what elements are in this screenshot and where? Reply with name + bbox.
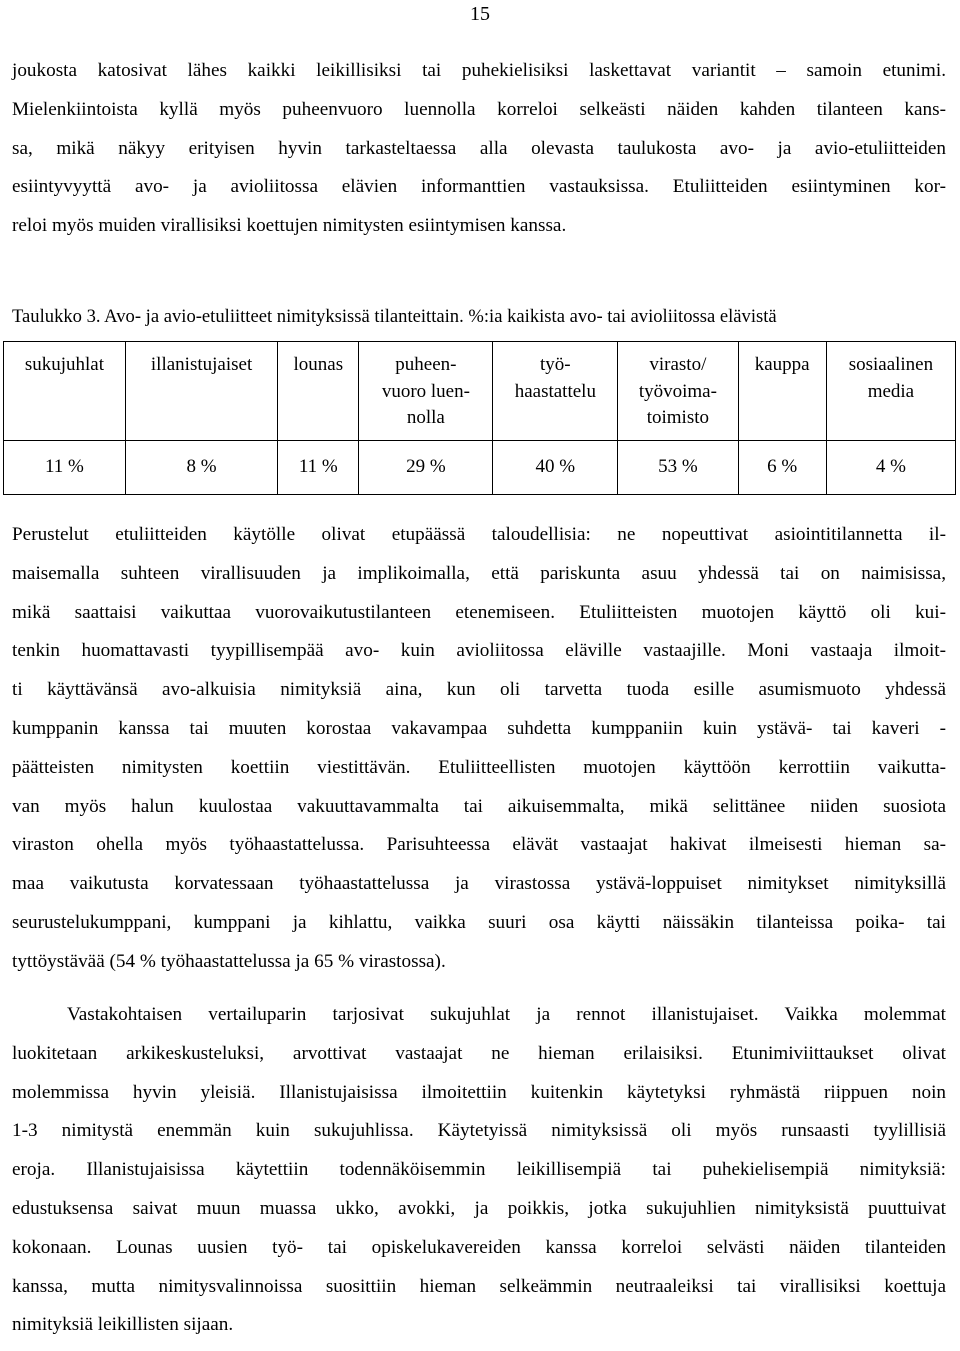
text-line: Mielenkiintoista kyllä myös puheenvuoro luennolla korreloi selkeästi näiden kahden tilanteen kans-	[12, 98, 946, 120]
header-line: lounas	[293, 354, 344, 375]
text-line: viraston ohella myös työhaastattelussa. Parisuhteessa elävät vastaajat hakivat ilmeisesti hieman sa-	[12, 834, 946, 856]
table-header-row	[4, 342, 956, 441]
header-line: sosiaalinen	[848, 354, 934, 375]
text-line: tyttöystävää (54 % työhaastattelussa ja 65 % virastossa).	[12, 950, 446, 972]
paragraph-2	[12, 516, 946, 982]
table-cell: 53 %	[618, 441, 738, 495]
table-cell: 6 %	[738, 441, 826, 495]
table-cell: 40 %	[493, 441, 618, 495]
table-cell: 11 %	[278, 441, 359, 495]
column-header	[278, 342, 359, 441]
text-line: nimityksiä leikillisten sijaan.	[12, 1314, 234, 1336]
text-line: eroja. Illanistujaisissa käytettiin todennäköisemmin leikillisempiä tai puhekielisempiä nimityksiä:	[12, 1159, 946, 1181]
header-line: virasto/	[649, 354, 707, 375]
text-line: sa, mikä näkyy erityisen hyvin tarkasteltaessa alla olevasta taulukosta avo- ja avio-etuliitteiden	[12, 137, 946, 159]
column-header	[493, 342, 618, 441]
paragraph-3	[12, 996, 946, 1345]
header-line: media	[867, 380, 915, 402]
text-line: 1-3 nimitystä enemmän kuin sukujuhlissa. Käytetyissä nimityksissä oli myös runsaasti tyylillisiä	[12, 1120, 946, 1142]
header-line: haastattelu	[514, 380, 596, 402]
table-value-row	[4, 441, 956, 495]
text-line: esiintyvyyttä avo- ja avioliitossa elävien informanttien vastauksissa. Etuliitteiden esiintyminen kor-	[12, 176, 946, 198]
column-header	[4, 342, 126, 441]
text-line: tenkin huomattavasti tyypillisempää avo- kuin avioliitossa eläville vastaajille. Moni vastaaja ilmoit-	[12, 640, 946, 662]
header-line: puheen-	[395, 354, 457, 375]
data-table	[3, 341, 956, 495]
header-line: illanistujaiset	[150, 354, 253, 375]
text-line: päätteisten nimitysten koettiin viestittävän. Etuliitteellisten muotojen käyttöön kerrottiin vaikutta-	[12, 756, 946, 778]
text-line: edustuksensa saivat muun muassa ukko, avokki, ja poikkis, jotka sukujuhlien nimityksistä puuttuivat	[12, 1197, 946, 1219]
text-line: Perustelut etuliitteiden käytölle olivat etupäässä taloudellisia: ne nopeuttivat asiointitilannetta il-	[12, 524, 946, 545]
paragraph-1	[12, 52, 946, 246]
text-line: kumppanin kanssa tai muuten korostaa vakavampaa suhdetta kumppaniin kuin ystävä- tai kaveri -	[12, 717, 946, 739]
page-number: 15	[470, 3, 490, 25]
text-line: kokonaan. Lounas uusien työ- tai opiskelukavereiden kanssa korreloi selvästi näiden tilanteiden	[12, 1236, 946, 1258]
table-caption: Taulukko 3. Avo- ja avio-etuliitteet nimityksissä tilanteittain. %:ia kaikista avo- tai avioliitossa elävistä	[12, 306, 777, 327]
table-cell: 29 %	[359, 441, 493, 495]
table-cell: 8 %	[125, 441, 277, 495]
header-line: työvoima-	[638, 380, 717, 402]
header-line: nolla	[406, 407, 445, 428]
column-header	[125, 342, 277, 441]
column-header	[359, 342, 493, 441]
text-line: maisemalla suhteen virallisuuden ja implikoimalla, että pariskunta asuu yhdessä tai on naimisissa,	[12, 562, 946, 584]
text-line: maa vaikutusta korvatessaan työhaastattelussa ja virastossa ystävä-loppuiset nimitykset nimityksillä	[12, 873, 946, 895]
header-line: työ-	[540, 354, 571, 375]
header-line: kauppa	[754, 354, 810, 375]
column-header	[826, 342, 955, 441]
header-line: vuoro luen-	[381, 380, 470, 402]
text-line: van myös halun kuulostaa vakuuttavammalta tai aikuisemmalta, mikä selittänee niiden suosiota	[12, 795, 946, 817]
column-header	[738, 342, 826, 441]
text-line: mikä saattaisi vaikuttaa vuorovaikutustilanteen etenemiseen. Etuliitteisten muotojen käyttö oli kui-	[12, 601, 946, 623]
table-cell: 4 %	[826, 441, 955, 495]
text-line: ti käyttävänsä avo-alkuisia nimityksiä aina, kun oli tarvetta tuoda esille asumismuoto yhdessä	[12, 679, 946, 701]
text-line: joukosta katosivat lähes kaikki leikillisiksi tai puhekielisiksi laskettavat variantit – samoin etunimi.	[12, 60, 946, 81]
text-line: seurustelukumppani, kumppani ja kihlattu, vaikka suuri osa käytti näissäkin tilanteissa poika- tai	[12, 911, 946, 933]
text-line: kanssa, mutta nimitysvalinnoissa suosittiin hieman selkeämmin neutraaleiksi tai virallisiksi koettuja	[12, 1275, 946, 1297]
header-line: sukujuhlat	[24, 354, 104, 375]
table-cell: 11 %	[4, 441, 126, 495]
column-header	[618, 342, 738, 441]
header-line: toimisto	[646, 407, 710, 428]
text-line: luokitetaan arkikeskusteluksi, arvottivat vastaajat ne hieman erilaisiksi. Etunimiviittaukset olivat	[12, 1042, 946, 1064]
text-line: Vastakohtaisen vertailuparin tarjosivat sukujuhlat ja rennot illanistujaiset. Vaikka molemmat	[67, 1004, 946, 1025]
text-line: reloi myös muiden virallisiksi koettujen nimitysten esiintymisen kanssa.	[12, 215, 567, 237]
text-line: molemmissa hyvin yleisiä. Illanistujaisissa ilmoitettiin kuitenkin käytetyksi ryhmästä riippuen noin	[12, 1081, 946, 1103]
